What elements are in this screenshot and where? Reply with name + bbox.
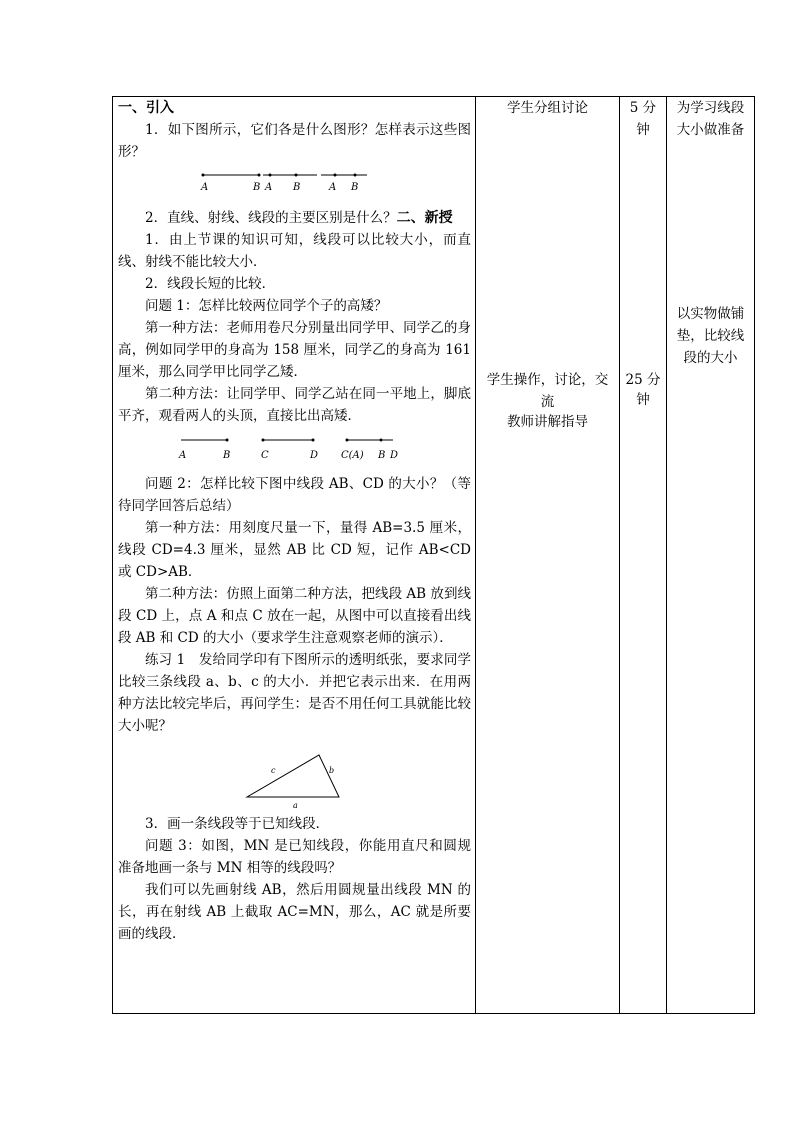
paragraph: 我们可以先画射线 AB，然后用圆规量出线段 MN 的长，再在射线 AB 上截取 AC=MN，那么，AC 就是所要画的线段． <box>118 882 471 942</box>
student-activity-cell <box>476 97 620 1014</box>
fig1-label: A <box>328 182 336 193</box>
activity-text: 学生操作，讨论，交 <box>486 372 609 388</box>
time-text: 5 分 <box>629 100 657 116</box>
fig1-label: A <box>200 182 208 193</box>
time-text: 钟 <box>636 392 650 408</box>
design-purpose-cell <box>667 97 755 1014</box>
fig2-label: D <box>389 450 398 461</box>
paragraph: 3．画一条线段等于已知线段． <box>145 816 330 832</box>
fig2-label: C <box>260 450 269 461</box>
question-2-segments: 问题 2：怎样比较下图中线段 AB、CD 的大小？（等待同学回答后总结） <box>118 476 471 514</box>
purpose-text: 段的大小 <box>683 350 738 366</box>
fig3-label: b <box>328 766 334 775</box>
fig2-label: D <box>309 450 318 461</box>
fig3-label: c <box>270 766 275 775</box>
figure-triangle-abc <box>235 737 355 813</box>
fig1-label: A <box>264 182 272 193</box>
section-heading-new: 二、新授 <box>396 210 453 226</box>
question-1-heights: 问题 1：怎样比较两位同学个子的高矮？ <box>145 298 388 314</box>
purpose-text: 以实物做铺 <box>676 306 745 322</box>
time-text: 钟 <box>636 122 650 138</box>
purpose-text: 垫，比较线 <box>676 328 745 344</box>
exercise-1: 练习 1 发给同学印有下图所示的透明纸张，要求同学比较三条线段 a、b、c 的大小．并把它表示出来．在用两种方法比较完毕后，再问学生：是否不用任何工具就能比较大小呢？ <box>118 652 471 734</box>
figure-segment-comparison <box>175 427 415 473</box>
purpose-text: 为学习线段 <box>676 100 745 116</box>
lesson-plan-table <box>112 96 755 1014</box>
time-text: 25 分 <box>625 372 661 388</box>
fig2-label: A <box>178 450 186 461</box>
table-row <box>113 97 755 1014</box>
fig2-label: C(A) <box>340 450 364 461</box>
figure-lines-rays-segments <box>195 163 395 207</box>
question-1: 1．如下图所示，它们各是什么图形？怎样表示这些图形？ <box>118 122 471 160</box>
paragraph: 2．线段长短的比较． <box>145 276 276 292</box>
question-2-text: 2．直线、射线、线段的主要区别是什么？ <box>145 210 397 226</box>
activity-text: 流 <box>540 394 555 410</box>
fig1-label: B <box>252 182 260 193</box>
fig3-label: a <box>292 801 298 810</box>
question-3: 问题 3：如图，MN 是已知线段，你能用直尺和圆规准备地画一条与 MN 相等的线段吗？ <box>118 838 471 876</box>
teaching-content-cell <box>113 97 476 1014</box>
method-1-text: 第一种方法：老师用卷尺分别量出同学甲、同学乙的身高，例如同学甲的身高为 158 厘米，同学乙的身高为 161 厘米，那么同学甲比同学乙矮． <box>118 320 471 380</box>
section-heading-intro: 一、引入 <box>118 100 174 116</box>
method-2-overlap: 第二种方法：仿照上面第二种方法，把线段 AB 放到线段 CD 上，点 A 和点 C 放在一起，从图中可以直接看出线段 AB 和 CD 的大小（要求学生注意观察老师的演示）． <box>118 586 471 646</box>
lesson-content <box>113 97 475 945</box>
fig2-label: B <box>377 450 385 461</box>
method-2-text: 第二种方法：让同学甲、同学乙站在同一平地上，脚底平齐，观看两人的头顶，直接比出高矮． <box>118 386 471 424</box>
paragraph: 1．由上节课的知识可知，线段可以比较大小，而直线、射线不能比较大小． <box>118 232 471 270</box>
method-1-measure: 第一种方法：用刻度尺量一下，量得 AB=3.5 厘米，线段 CD=4.3 厘米，显然 AB 比 CD 短，记作 AB<CD 或 CD>AB． <box>118 520 471 580</box>
activity-text: 学生分组讨论 <box>507 100 588 116</box>
purpose-text: 大小做准备 <box>676 122 745 138</box>
activity-text: 教师讲解指导 <box>507 414 588 430</box>
fig2-label: B <box>222 450 230 461</box>
fig1-label: B <box>350 182 358 193</box>
time-cell <box>620 97 667 1014</box>
question-2 <box>118 207 471 229</box>
fig1-label: B <box>292 182 300 193</box>
